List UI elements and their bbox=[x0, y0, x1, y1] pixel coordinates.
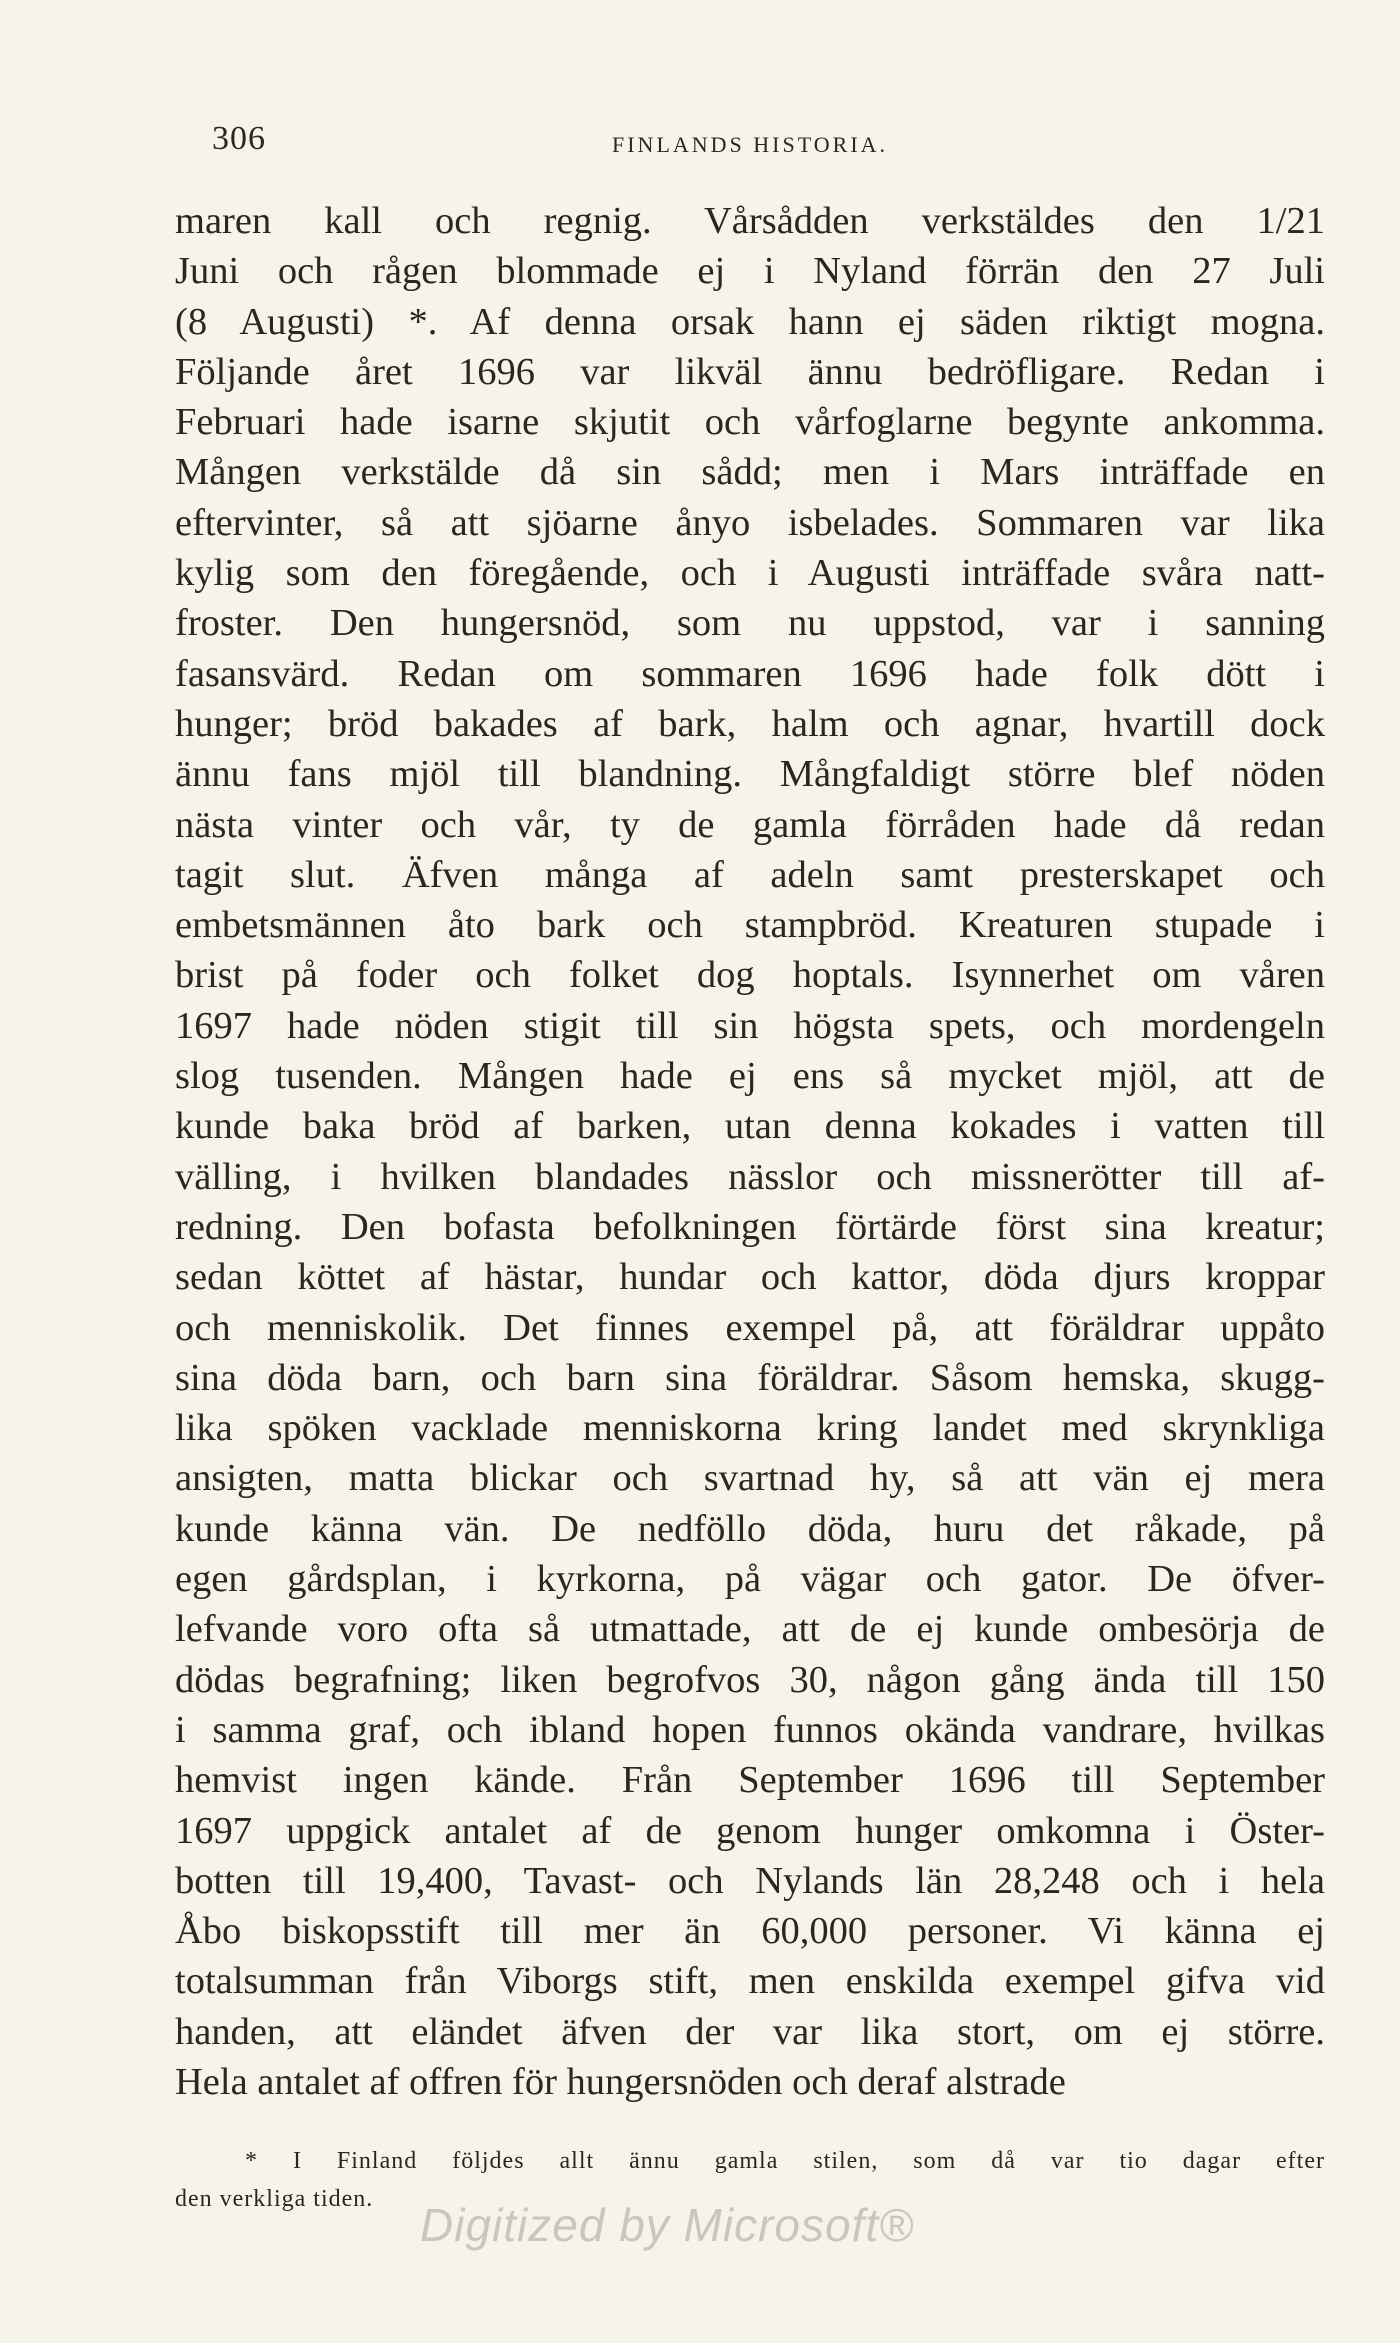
text-line: nästa vinter och vår, ty de gamla förråden hade då redan bbox=[175, 803, 1325, 846]
page-header bbox=[212, 120, 1320, 170]
text-line: lefvande voro ofta så utmattade, att de ej kunde ombesörja de bbox=[175, 1608, 1325, 1651]
text-line: välling, i hvilken blandades nässlor och missnerötter till af- bbox=[175, 1155, 1325, 1198]
text-line: botten till 19,400, Tavast- och Nylands län 28,248 och i hela bbox=[175, 1859, 1325, 1902]
text-line: eftervinter, så att sjöarne ånyo isbelades. Sommaren var lika bbox=[175, 501, 1325, 544]
text-line: brist på foder och folket dog hoptals. Isynnerhet om våren bbox=[175, 954, 1325, 997]
text-line: Juni och rågen blommade ej i Nyland förrän den 27 Juli bbox=[175, 250, 1325, 293]
text-line: lika spöken vacklade menniskorna kring landet med skrynkliga bbox=[175, 1407, 1325, 1450]
text-line: ännu fans mjöl till blandning. Mångfaldigt större blef nöden bbox=[175, 753, 1325, 796]
text-line: sedan köttet af hästar, hundar och kattor, döda djurs kroppar bbox=[175, 1256, 1325, 1299]
digitization-watermark: Digitized by Microsoft® bbox=[420, 2199, 915, 2251]
text-line: kylig som den föregående, och i Augusti inträffade svåra natt- bbox=[175, 552, 1325, 595]
text-line: sina döda barn, och barn sina föräldrar. Såsom hemska, skugg- bbox=[175, 1356, 1325, 1399]
text-line: Mången verkstälde då sin sådd; men i Mars inträffade en bbox=[175, 451, 1325, 494]
text-line: 1697 uppgick antalet af de genom hunger omkomna i Öster- bbox=[175, 1809, 1325, 1852]
text-line: totalsumman från Viborgs stift, men enskilda exempel gifva vid bbox=[175, 1960, 1325, 2003]
running-head: FINLANDS HISTORIA. bbox=[612, 132, 889, 157]
text-line: egen gårdsplan, i kyrkorna, på vägar och gator. De öfver- bbox=[175, 1558, 1325, 1601]
footnote-line: den verkliga tiden. bbox=[175, 2186, 374, 2212]
text-line: hemvist ingen kände. Från September 1696 till September bbox=[175, 1759, 1325, 1802]
text-line: Februari hade isarne skjutit och vårfoglarne begynte ankomma. bbox=[175, 401, 1325, 444]
page-number: 306 bbox=[212, 120, 266, 157]
text-line: ansigten, matta blickar och svartnad hy, så att vän ej mera bbox=[175, 1457, 1325, 1500]
text-line: och menniskolik. Det finnes exempel på, att föräldrar uppåto bbox=[175, 1306, 1325, 1349]
text-line: handen, att eländet äfven der var lika stort, om ej större. bbox=[175, 2010, 1325, 2053]
text-line: 1697 hade nöden stigit till sin högsta spets, och mordengeln bbox=[175, 1004, 1325, 1047]
text-line: slog tusenden. Mången hade ej ens så mycket mjöl, att de bbox=[175, 1055, 1325, 1098]
text-line: Hela antalet af offren för hungersnöden och deraf alstrade bbox=[175, 2060, 1066, 2103]
footnote-line: * I Finland följdes allt ännu gamla stilen, som då var tio dagar efter bbox=[245, 2148, 1325, 2174]
body-text bbox=[175, 196, 1325, 2107]
text-line: maren kall och regnig. Vårsådden verkstäldes den 1/21 bbox=[175, 200, 1325, 242]
text-line: kunde baka bröd af barken, utan denna kokades i vatten till bbox=[175, 1105, 1325, 1148]
text-line: tagit slut. Äfven många af adeln samt presterskapet och bbox=[175, 853, 1325, 896]
text-line: embetsmännen åto bark och stampbröd. Kreaturen stupade i bbox=[175, 904, 1325, 947]
text-line: fasansvärd. Redan om sommaren 1696 hade folk dött i bbox=[175, 652, 1325, 695]
text-line: froster. Den hungersnöd, som nu uppstod, var i sanning bbox=[175, 602, 1325, 645]
text-line: Följande året 1696 var likväl ännu bedröfligare. Redan i bbox=[175, 350, 1325, 393]
text-line: hunger; bröd bakades af bark, halm och agnar, hvartill dock bbox=[175, 702, 1325, 745]
text-line: redning. Den bofasta befolkningen förtärde först sina kreatur; bbox=[175, 1205, 1325, 1248]
text-line: i samma graf, och ibland hopen funnos okända vandrare, hvilkas bbox=[175, 1708, 1325, 1751]
text-line: (8 Augusti) *. Af denna orsak hann ej säden riktigt mogna. bbox=[175, 300, 1325, 343]
text-line: kunde känna vän. De nedföllo döda, huru det råkade, på bbox=[175, 1507, 1325, 1550]
text-line: Åbo biskopsstift till mer än 60,000 personer. Vi känna ej bbox=[175, 1910, 1325, 1953]
text-line: dödas begrafning; liken begrofvos 30, någon gång ända till 150 bbox=[175, 1658, 1325, 1701]
